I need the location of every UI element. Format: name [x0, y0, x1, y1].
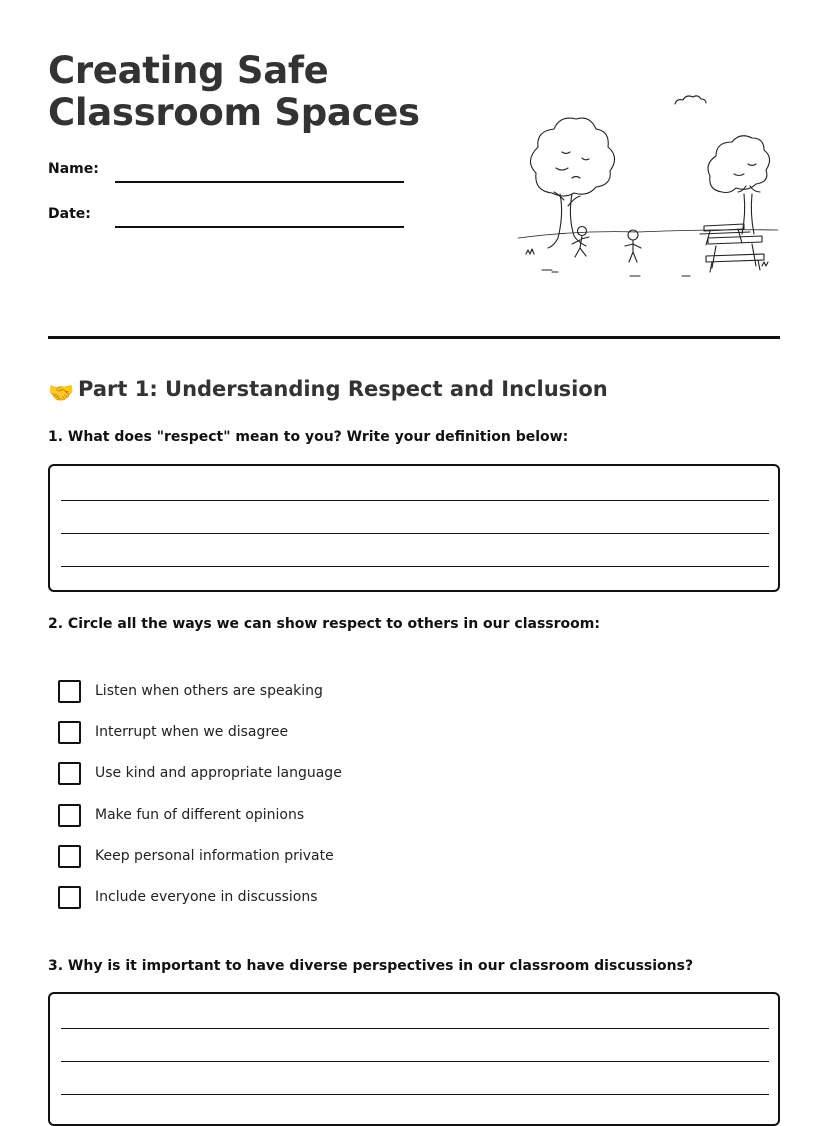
handshake-icon: 🤝: [48, 381, 75, 405]
option-checkbox[interactable]: [58, 721, 81, 744]
option-listen: [58, 680, 478, 704]
name-field: [48, 160, 408, 190]
answer-line: [61, 533, 769, 534]
answer-line: [61, 566, 769, 567]
option-checkbox[interactable]: [58, 680, 81, 703]
answer-line: [61, 1028, 769, 1029]
option-label: Make fun of different opinions: [95, 807, 305, 823]
question-3-prompt: 3. Why is it important to have diverse perspectives in our classroom discussions?: [48, 958, 694, 974]
question-1-prompt: 1. What does "respect" mean to you? Write your definition below:: [48, 429, 569, 445]
option-include-everyone: [58, 886, 478, 910]
answer-line: [61, 1061, 769, 1062]
date-label: Date:: [48, 206, 91, 222]
date-input-line[interactable]: [115, 226, 404, 228]
option-make-fun: [58, 804, 478, 828]
question-1-answer-box[interactable]: [48, 464, 780, 592]
header-divider: [48, 336, 780, 339]
answer-line: [61, 500, 769, 501]
option-checkbox[interactable]: [58, 804, 81, 827]
option-checkbox[interactable]: [58, 845, 81, 868]
option-kind-language: [58, 762, 478, 786]
option-label: Use kind and appropriate language: [95, 765, 342, 781]
option-label: Interrupt when we disagree: [95, 724, 289, 740]
option-checkbox[interactable]: [58, 886, 81, 909]
option-label: Listen when others are speaking: [95, 683, 323, 699]
option-interrupt: [58, 721, 478, 745]
park-scene-illustration: [512, 88, 782, 284]
name-label: Name:: [48, 161, 99, 177]
option-private-info: [58, 845, 478, 869]
option-label: Keep personal information private: [95, 848, 334, 864]
question-3-answer-box[interactable]: [48, 992, 780, 1126]
date-field: [48, 205, 408, 235]
question-2-prompt: 2. Circle all the ways we can show respect to others in our classroom:: [48, 616, 600, 632]
option-checkbox[interactable]: [58, 762, 81, 785]
part1-heading: [48, 374, 608, 408]
worksheet-title: Creating Safe Classroom Spaces: [48, 49, 420, 134]
answer-line: [61, 1094, 769, 1095]
option-label: Include everyone in discussions: [95, 889, 318, 905]
part1-heading-text: Part 1: Understanding Respect and Inclusion: [78, 377, 608, 401]
name-input-line[interactable]: [115, 181, 404, 183]
